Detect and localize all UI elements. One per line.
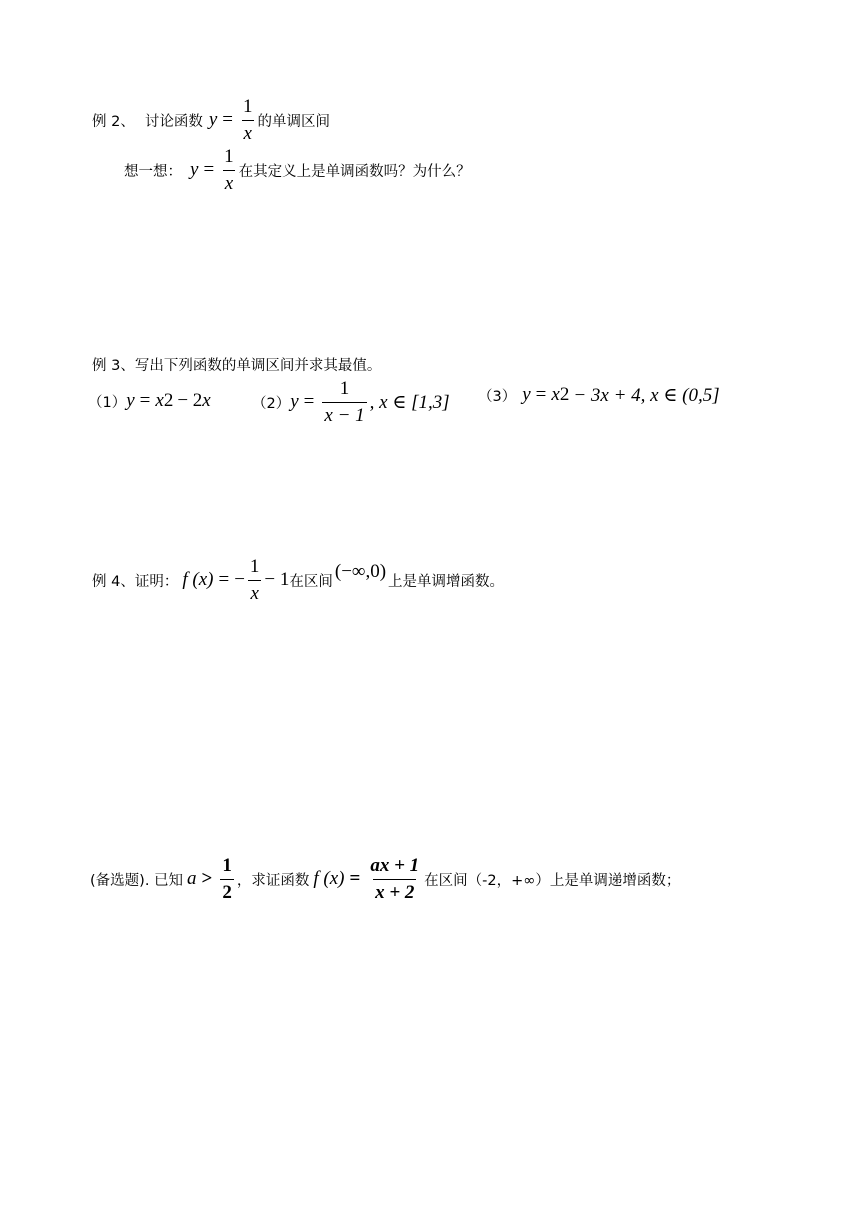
example-4-interval: (−∞,0) [334, 561, 387, 582]
example-4-fraction [248, 556, 262, 605]
part-3-x: x [551, 384, 560, 405]
fraction-denominator: x [242, 120, 254, 145]
fraction-denominator: x + 2 [373, 879, 416, 904]
example-2-label: 例 2、 [92, 113, 135, 130]
bonus-line [90, 852, 680, 906]
equals-sign: = [349, 868, 361, 889]
example-3-part-2 [252, 378, 450, 426]
part-1-label: （1） [88, 394, 127, 411]
example-4-label: 例 4、证明： [92, 573, 179, 590]
bonus-function: f (x) [313, 868, 345, 889]
part-2-fraction [322, 378, 366, 427]
part-1-exponent: 2 [163, 390, 174, 411]
fraction-numerator: ax + 1 [370, 854, 420, 876]
part-2-domain: , x ∈ [1,3] [369, 391, 450, 413]
equals-sign: = [203, 159, 215, 180]
example-3-title-line [92, 352, 381, 376]
part-1-rest: − 2 [177, 390, 203, 411]
bonus-label: (备选题). 已知 [90, 872, 184, 889]
example-2-text-end: 的单调区间 [257, 113, 330, 130]
example-3-title: 例 3、写出下列函数的单调区间并求其最值。 [92, 357, 382, 374]
fraction-denominator: x − 1 [322, 402, 366, 427]
think-label: 想一想： [124, 163, 182, 180]
equals-sign: = [139, 390, 151, 411]
part-1-x-linear: x [202, 390, 211, 411]
example-4-function: f (x) [182, 569, 214, 590]
example-2-y: y [208, 109, 218, 130]
fraction-numerator: 1 [224, 145, 234, 167]
fraction-denominator: 2 [220, 879, 234, 904]
bonus-a: a [187, 868, 197, 889]
example-4-text: 在区间 [289, 573, 333, 590]
example-2-fraction [241, 96, 255, 145]
think-text: 在其定义上是单调函数吗？为什么？ [238, 163, 471, 180]
minus-sign: − [234, 569, 245, 590]
fraction-denominator: x [248, 580, 260, 605]
equals-sign: = [303, 391, 315, 412]
example-2-line [92, 96, 330, 144]
example-2-text: 讨论函数 [144, 113, 203, 130]
fraction-numerator: 1 [339, 377, 350, 399]
bonus-text: ，求证函数 [236, 872, 310, 889]
example-4-line [92, 556, 504, 604]
part-3-y: y [522, 384, 531, 405]
equals-sign: = [535, 384, 547, 405]
bonus-fraction [368, 855, 421, 904]
example-4-text-end: 上是单调增函数。 [388, 573, 505, 590]
example-3-part-1 [88, 388, 211, 414]
example-3-part-3 [478, 382, 720, 408]
fraction-denominator: x [223, 170, 235, 195]
fraction-numerator: 1 [249, 555, 260, 577]
fraction-numerator: 1 [222, 854, 232, 876]
example-4-tail: − 1 [264, 569, 290, 590]
part-1-y: y [126, 390, 135, 411]
think-line [124, 146, 471, 194]
part-2-label: （2） [252, 395, 291, 412]
think-y: y [190, 159, 199, 180]
equals-sign: = [218, 569, 230, 590]
fraction-numerator: 1 [243, 95, 253, 117]
think-fraction [222, 146, 236, 195]
part-2-y: y [290, 391, 299, 412]
part-3-rest: − 3x + 4, x ∈ (0,5] [573, 384, 720, 406]
bonus-half [220, 855, 234, 904]
greater-than-sign: > [201, 868, 213, 889]
part-1-x: x [155, 390, 164, 411]
part-3-label: （3） [478, 388, 517, 405]
equals-sign: = [222, 109, 233, 130]
part-3-exponent: 2 [559, 384, 570, 405]
bonus-text-end: 在区间（-2，+∞）上是单调递增函数； [424, 872, 681, 889]
